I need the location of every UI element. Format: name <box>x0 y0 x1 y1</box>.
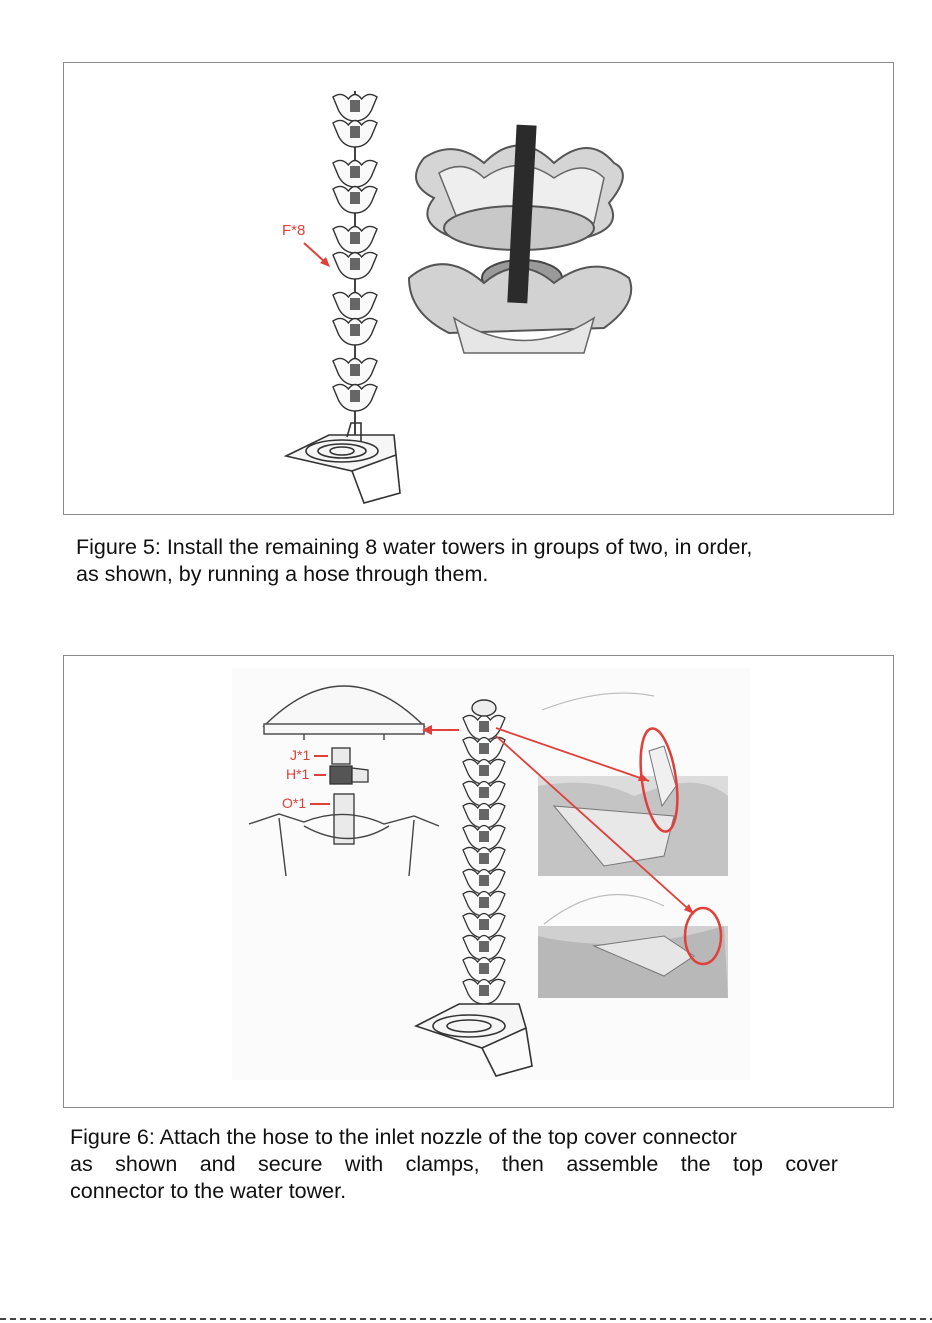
caption-word: clamps, <box>405 1152 480 1176</box>
tower-top-cap <box>472 700 496 716</box>
figure-6-caption-line-1: Figure 6: Attach the hose to the inlet nozzle of the top cover connector <box>70 1125 737 1149</box>
figure-5-illustration <box>64 63 893 514</box>
tower-pot-opening <box>479 787 489 798</box>
caption-word: then <box>502 1152 544 1176</box>
figure-5-frame <box>63 62 894 515</box>
tower-pot-opening <box>479 809 489 820</box>
tower-pot-opening <box>479 963 489 974</box>
callout-h1-label: H*1 <box>286 766 310 782</box>
closeup-stacked-pots-drawing <box>404 123 654 363</box>
figure-5-caption-line-1: Figure 5: Install the remaining 8 water towers in groups of two, in order, <box>76 535 753 559</box>
tower-pot-opening <box>350 324 360 336</box>
tower-pot-opening <box>350 232 360 244</box>
tower-pot-opening <box>350 192 360 204</box>
caption-word: top <box>733 1152 763 1176</box>
page-bottom-dashed-rule <box>0 1318 932 1320</box>
figure-6-illustration <box>64 656 893 1107</box>
figure-6-caption <box>70 1124 838 1205</box>
tower-pot-opening <box>350 364 360 376</box>
tower-pot-opening <box>350 166 360 178</box>
tower-pot-opening <box>479 743 489 754</box>
caption-word: shown <box>115 1152 178 1176</box>
caption-word: assemble <box>566 1152 659 1176</box>
figure-6-caption-line-2 <box>70 1151 838 1178</box>
caption-word: cover <box>785 1152 838 1176</box>
figure-6-frame <box>63 655 894 1108</box>
tower-pot-opening <box>479 919 489 930</box>
callout-arrow <box>304 243 326 263</box>
tower-pot-opening <box>350 298 360 310</box>
callout-j1-label: J*1 <box>290 747 311 763</box>
tower-pot-opening <box>350 100 360 112</box>
figure-6-caption-line-3: connector to the water tower. <box>70 1179 347 1203</box>
tower-pot-opening <box>479 853 489 864</box>
figure-5-caption-line-2: as shown, by running a hose through them. <box>76 562 489 586</box>
caption-word: secure <box>257 1152 323 1176</box>
caption-word: as <box>70 1152 93 1176</box>
callout-f8-label: F*8 <box>282 222 306 239</box>
tower-pot-opening <box>479 985 489 996</box>
tower-pot-opening <box>479 941 489 952</box>
stacked-tower-drawing <box>333 94 377 411</box>
tower-pot-opening <box>350 126 360 138</box>
tower-base-drawing <box>286 423 400 503</box>
tower-pot-opening <box>479 765 489 776</box>
tower-pot-opening <box>479 721 489 732</box>
caption-word: and <box>199 1152 236 1176</box>
caption-word: the <box>680 1152 711 1176</box>
tower-pot-opening <box>350 258 360 270</box>
tower-pot-opening <box>479 875 489 886</box>
callout-o1-label: O*1 <box>282 795 307 811</box>
caption-word: with <box>344 1152 384 1176</box>
figure-5-caption <box>76 534 876 588</box>
tower-pot-opening <box>479 831 489 842</box>
tower-pot-opening <box>479 897 489 908</box>
tower-pot-opening <box>350 390 360 402</box>
